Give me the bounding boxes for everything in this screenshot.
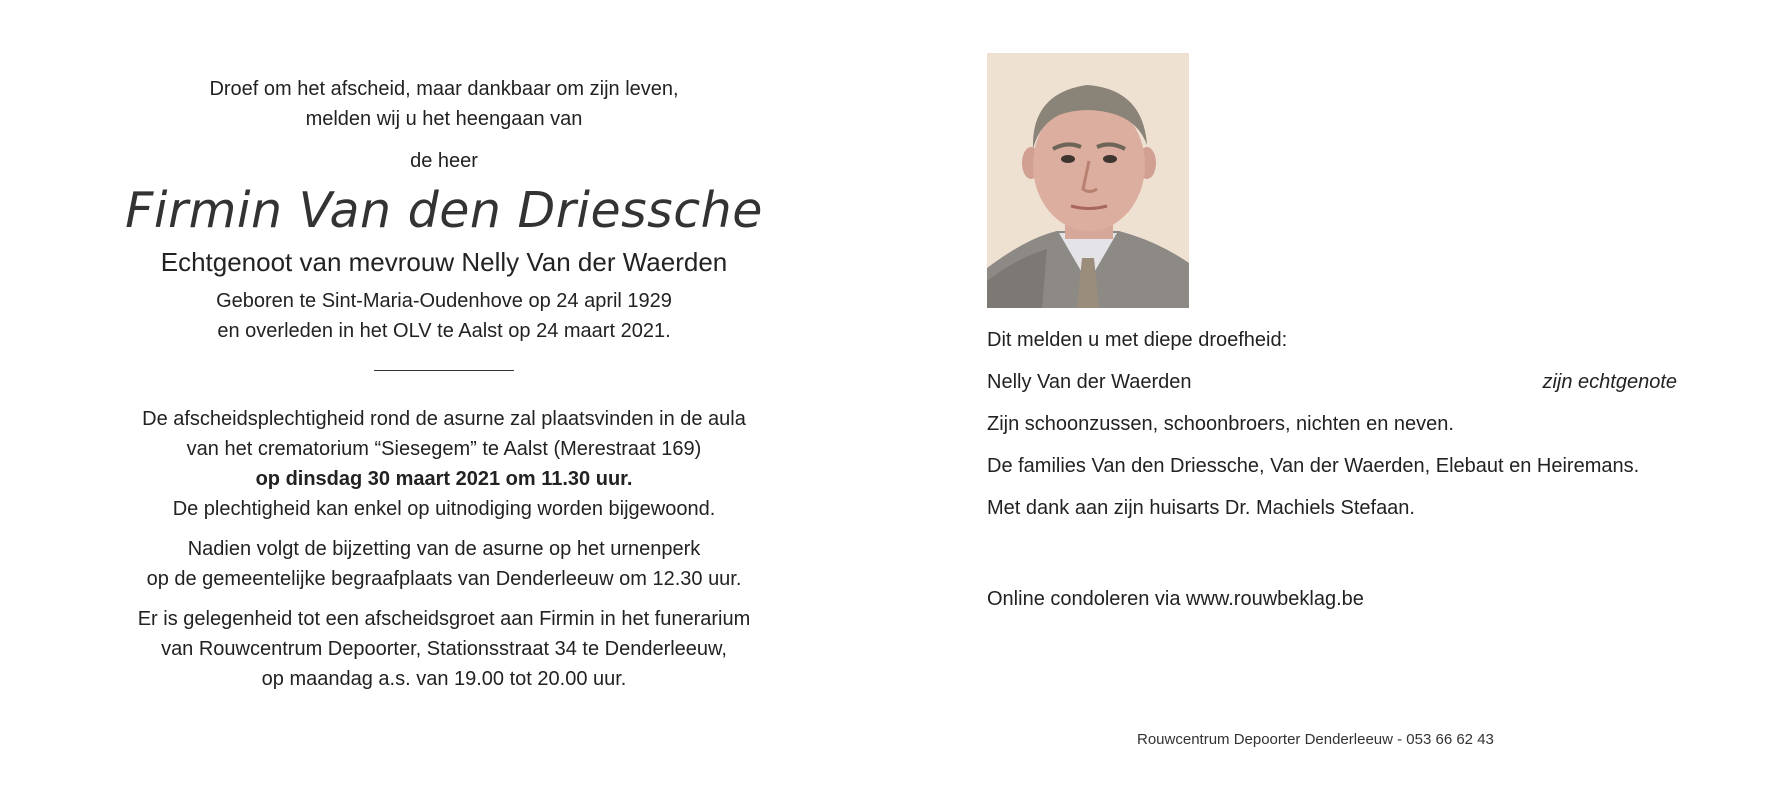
footer-contact: Rouwcentrum Depoorter Denderleeuw - 053 66 62 43 (1137, 731, 1494, 748)
online-condolence-link[interactable]: Online condoleren via www.rouwbeklag.be (987, 588, 1364, 610)
thanks-line: Met dank aan zijn huisarts Dr. Machiels Stefaan. (987, 497, 1415, 519)
intro-line-2: melden wij u het heengaan van (305, 108, 583, 130)
mourners-column (987, 325, 1677, 535)
announcement-column (96, 74, 792, 704)
farewell-line-2: van Rouwcentrum Depoorter, Stationsstraat 34 te Denderleeuw, (161, 638, 727, 660)
burial-line-1: Nadien volgt de bijzetting van de asurne op het urnenperk (187, 538, 701, 560)
ceremony-line-4: De plechtigheid kan enkel op uitnodiging worden bijgewoond. (172, 498, 716, 520)
mourners-heading: Dit melden u met diepe droefheid: (987, 329, 1288, 351)
ceremony-line-1: De afscheidsplechtigheid rond de asurne zal plaatsvinden in de aula (142, 408, 746, 430)
ceremony-block (96, 404, 792, 524)
in-laws-line: Zijn schoonzussen, schoonbroers, nichten en neven. (987, 413, 1454, 435)
ceremony-line-2: van het crematorium “Siesegem” te Aalst (Merestraat 169) (186, 438, 702, 460)
farewell-line-3: op maandag a.s. van 19.00 tot 20.00 uur. (261, 668, 627, 690)
burial-line-2: op de gemeentelijke begraafplaats van Denderleeuw om 12.30 uur. (146, 568, 742, 590)
farewell-line-1: Er is gelegenheid tot een afscheidsgroet aan Firmin in het funerarium (137, 608, 751, 630)
families-line: De families Van den Driessche, Van der Waerden, Elebaut en Heiremans. (987, 455, 1640, 477)
burial-block (96, 534, 792, 594)
divider (374, 370, 514, 371)
ceremony-date: op dinsdag 30 maart 2021 om 11.30 uur. (255, 468, 633, 490)
death-line: en overleden in het OLV te Aalst op 24 maart 2021. (217, 320, 671, 342)
portrait-photo (987, 53, 1189, 308)
birth-line: Geboren te Sint-Maria-Oudenhove op 24 april 1929 (216, 290, 672, 312)
deceased-name: Firmin Van den Driessche (125, 182, 763, 239)
spouse-row (987, 367, 1677, 409)
intro-line-1: Droef om het afscheid, maar dankbaar om zijn leven, (209, 78, 679, 100)
title-prefix: de heer (410, 150, 478, 172)
spouse-name: Nelly Van der Waerden (987, 371, 1192, 393)
portrait-illustration (987, 53, 1189, 308)
spouse-role: zijn echtgenote (1542, 371, 1677, 393)
farewell-block (96, 604, 792, 694)
spouse-line: Echtgenoot van mevrouw Nelly Van der Waerden (160, 247, 728, 277)
